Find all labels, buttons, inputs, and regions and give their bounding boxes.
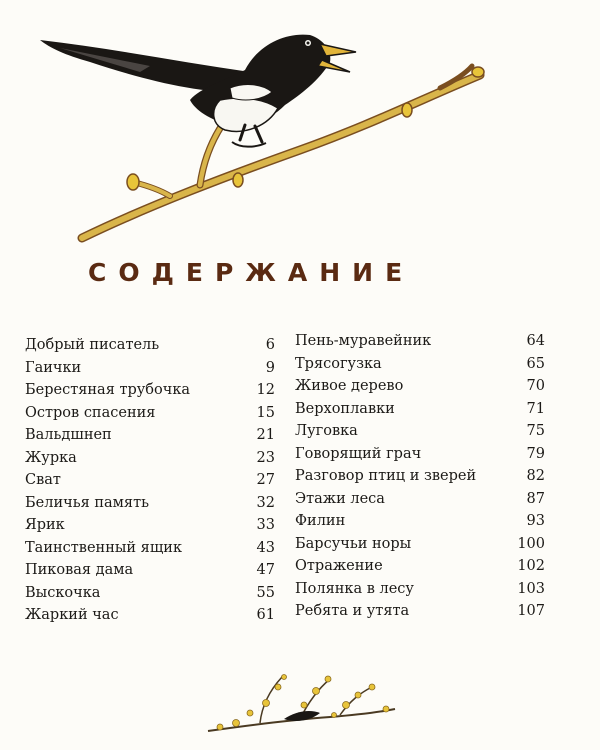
toc-page-number: 27	[256, 472, 275, 488]
toc-item[interactable]	[295, 446, 545, 469]
toc-item[interactable]	[25, 472, 275, 495]
toc-title: Остров спасения	[25, 404, 156, 421]
toc-right-column	[295, 333, 545, 626]
toc-page-number: 15	[256, 404, 275, 421]
toc-page-number: 100	[517, 535, 545, 552]
toc-item[interactable]	[25, 562, 275, 585]
toc-item[interactable]	[25, 540, 275, 563]
toc-item[interactable]	[295, 581, 545, 604]
toc-title: Отражение	[295, 558, 383, 574]
toc-title: Вальдшнеп	[25, 427, 112, 443]
toc-page-number: 33	[256, 517, 275, 533]
toc-title: Барсучьи норы	[295, 535, 412, 552]
magpie-on-branch-illustration	[0, 0, 600, 250]
toc-item[interactable]	[295, 333, 545, 356]
toc-title: Добрый писатель	[25, 337, 160, 353]
toc-title: Пень-муравейник	[295, 333, 432, 349]
toc-title: Гаички	[25, 359, 82, 376]
toc-title: Филин	[295, 513, 346, 529]
toc-title: Таинственный ящик	[25, 539, 183, 556]
toc-page-number: 43	[256, 539, 275, 556]
toc-item[interactable]	[295, 513, 545, 536]
toc-item[interactable]	[295, 491, 545, 514]
toc-title: Беличья память	[25, 494, 150, 511]
toc-item[interactable]	[295, 356, 545, 379]
toc-page-number: 47	[256, 562, 275, 578]
toc-item[interactable]	[25, 382, 275, 405]
toc-item[interactable]	[25, 607, 275, 630]
toc-item[interactable]	[295, 401, 545, 424]
toc-page-number: 75	[526, 423, 545, 439]
toc-title: Ребята и утята	[295, 603, 410, 619]
toc-page-number: 55	[256, 584, 275, 601]
toc-title: Берестяная трубочка	[25, 382, 191, 398]
toc-item[interactable]	[25, 337, 275, 360]
toc-title: Ярик	[25, 517, 65, 533]
toc-page-number: 93	[526, 513, 545, 529]
toc-title: Жаркий час	[25, 607, 119, 623]
toc-page-number: 9	[265, 359, 275, 376]
toc-title: Живое дерево	[295, 378, 404, 394]
toc-title: Журка	[25, 449, 77, 466]
toc-item[interactable]	[25, 427, 275, 450]
toc-page-number: 103	[517, 580, 545, 597]
toc-item[interactable]	[295, 558, 545, 581]
toc-item[interactable]	[295, 423, 545, 446]
toc-item[interactable]	[25, 585, 275, 608]
toc-title: Выскочка	[25, 584, 101, 601]
toc-item[interactable]	[295, 468, 545, 491]
toc-title: Трясогузка	[295, 355, 382, 372]
toc-item[interactable]	[295, 603, 545, 626]
toc-page-number: 70	[526, 378, 545, 394]
toc-page-number: 64	[526, 333, 545, 349]
toc-page-number: 79	[526, 445, 545, 462]
toc-item[interactable]	[295, 536, 545, 559]
toc-left-column	[25, 337, 275, 630]
toc-page-number: 107	[517, 603, 545, 619]
magpie	[40, 35, 356, 147]
toc-title: Разговор птиц и зверей	[295, 468, 477, 484]
toc-page-number: 21	[256, 427, 275, 443]
toc-title: Сват	[25, 472, 61, 488]
toc-item[interactable]	[25, 495, 275, 518]
contents-heading: СОДЕРЖАНИЕ	[88, 258, 415, 287]
toc-item[interactable]	[25, 517, 275, 540]
toc-page-number: 87	[526, 490, 545, 507]
toc-page-number: 32	[256, 494, 275, 511]
toc-page-number: 6	[265, 337, 275, 353]
toc-title: Верхоплавки	[295, 400, 395, 417]
toc-title: Этажи леса	[295, 490, 385, 507]
toc-page-number: 71	[526, 400, 545, 417]
toc-item[interactable]	[295, 378, 545, 401]
toc-title: Говорящий грач	[295, 445, 422, 462]
toc-item[interactable]	[25, 450, 275, 473]
toc-page-number: 23	[256, 449, 275, 466]
toc-title: Луговка	[295, 423, 358, 439]
toc-item[interactable]	[25, 360, 275, 383]
toc-title: Полянка в лесу	[295, 580, 414, 597]
toc-page-number: 12	[256, 382, 275, 398]
toc-item[interactable]	[25, 405, 275, 428]
toc-page-number: 82	[526, 468, 545, 484]
toc-page-number: 102	[517, 558, 545, 574]
toc-page-number: 65	[526, 355, 545, 372]
toc-page-number: 61	[256, 607, 275, 623]
toc-title: Пиковая дама	[25, 562, 134, 578]
flowering-twig-vignette	[200, 665, 400, 745]
